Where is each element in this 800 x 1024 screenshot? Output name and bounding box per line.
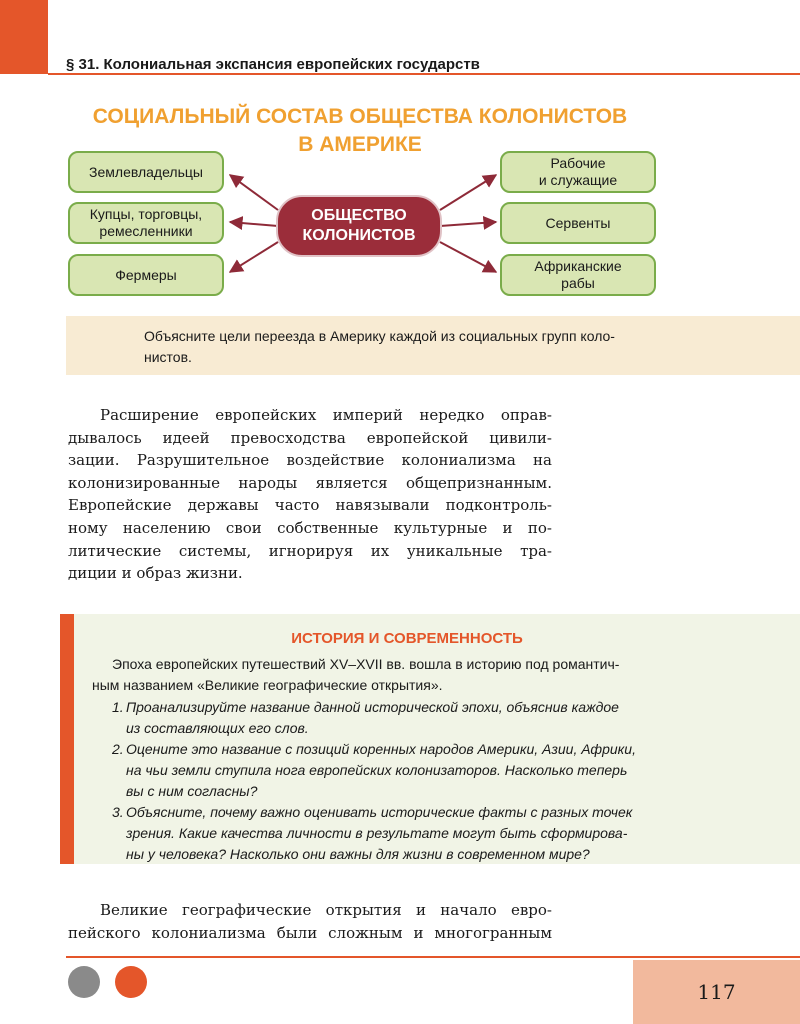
task-text <box>144 326 704 368</box>
paragraph-line: дывалось идеей превосходства европейской цивили- <box>68 428 552 447</box>
question-line: ны у человека? Насколько они важны для жизни в современном мире? <box>126 846 590 862</box>
page-header: § 31. Колониальная экспансия европейских государств <box>66 56 480 73</box>
arrow-to-farmers <box>230 242 278 272</box>
group-label: Африканские рабы <box>534 258 622 291</box>
paragraph-line: диции и образ жизни. <box>68 564 243 583</box>
task-line: Объясните цели переезда в Америку каждой из социальных групп коло- <box>144 328 615 344</box>
group-label: Рабочие и служащие <box>538 155 618 188</box>
arrow-to-slaves <box>440 242 496 272</box>
group-box-workers <box>500 151 656 193</box>
paragraph-line: колонизированные народы является общепризнанным. <box>68 473 552 492</box>
footer-rule <box>66 956 800 958</box>
question-item <box>112 739 687 802</box>
paragraph-line: пейского колониализма были сложным и многогранным <box>68 923 552 942</box>
question-number: 1. <box>112 699 124 715</box>
paragraph-line: зации. Разрушительное воздействие колониализма на <box>68 451 552 470</box>
arrow-to-servants <box>440 222 496 226</box>
footer-dot-orange <box>115 966 147 998</box>
center-line2: КОЛОНИСТОВ <box>302 227 416 244</box>
intro-line: ным названием «Великие географические открытия». <box>92 677 443 693</box>
arrow-to-merchants <box>230 222 278 226</box>
question-line: зрения. Какие качества личности в результате могут быть сформирова- <box>126 825 628 841</box>
history-intro <box>92 654 692 696</box>
arrow-to-workers <box>440 175 496 210</box>
group-label: Фермеры <box>115 266 177 283</box>
body-paragraph-2 <box>68 899 552 944</box>
group-box-farmers <box>68 254 224 296</box>
page-number: 117 <box>697 980 736 1004</box>
question-line: Оцените это название с позиций коренных народов Америки, Азии, Африки, <box>126 741 636 757</box>
group-box-landowners <box>68 151 224 193</box>
paragraph-line: Великие географические открытия и начало евро- <box>100 901 552 919</box>
group-label: Купцы, торговцы, ремесленники <box>89 206 203 239</box>
question-line: на чьи земли ступила нога европейских колонизаторов. Насколько теперь <box>126 762 628 778</box>
center-society-pill <box>276 195 442 257</box>
paragraph-line: Расширение европейских империй нередко оправ- <box>100 406 552 424</box>
group-box-slaves <box>500 254 656 296</box>
arrow-to-landowners <box>230 175 278 210</box>
paragraph-line: литические системы, игнорируя их уникальные тра- <box>68 541 552 560</box>
question-line: вы с ним согласны? <box>126 783 258 799</box>
page-number-box <box>633 960 800 1024</box>
task-box <box>66 316 800 375</box>
question-number: 3. <box>112 804 124 820</box>
paragraph-line: Европейские державы часто навязывали подконтроль- <box>68 496 552 515</box>
history-box-accent <box>60 614 74 864</box>
question-line: из составляющих его слов. <box>126 720 309 736</box>
group-box-servants <box>500 202 656 244</box>
question-item <box>112 697 687 739</box>
group-label: Сервенты <box>545 214 611 231</box>
question-number: 2. <box>112 741 124 757</box>
diagram-title-line1: СОЦИАЛЬНЫЙ СОСТАВ ОБЩЕСТВА КОЛОНИСТОВ <box>92 105 628 128</box>
history-title: ИСТОРИЯ И СОВРЕМЕННОСТЬ <box>291 630 523 647</box>
question-line: Проанализируйте название данной исторической эпохи, объяснив каждое <box>126 699 619 715</box>
group-label: Землевладельцы <box>89 163 203 180</box>
history-questions <box>112 697 687 865</box>
paragraph-line: ному населению свои собственные культурные и по- <box>68 518 552 537</box>
group-box-merchants <box>68 202 224 244</box>
center-line1: ОБЩЕСТВО <box>311 207 407 224</box>
body-paragraph-1 <box>68 404 552 585</box>
diagram-title-line2: В АМЕРИКЕ <box>298 133 422 156</box>
question-line: Объясните, почему важно оценивать исторические факты с разных точек <box>126 804 633 820</box>
intro-line: Эпоха европейских путешествий XV–XVII вв. вошла в историю под романтич- <box>112 656 620 672</box>
task-line: нистов. <box>144 349 192 365</box>
footer-dot-gray <box>68 966 100 998</box>
question-item <box>112 802 687 865</box>
